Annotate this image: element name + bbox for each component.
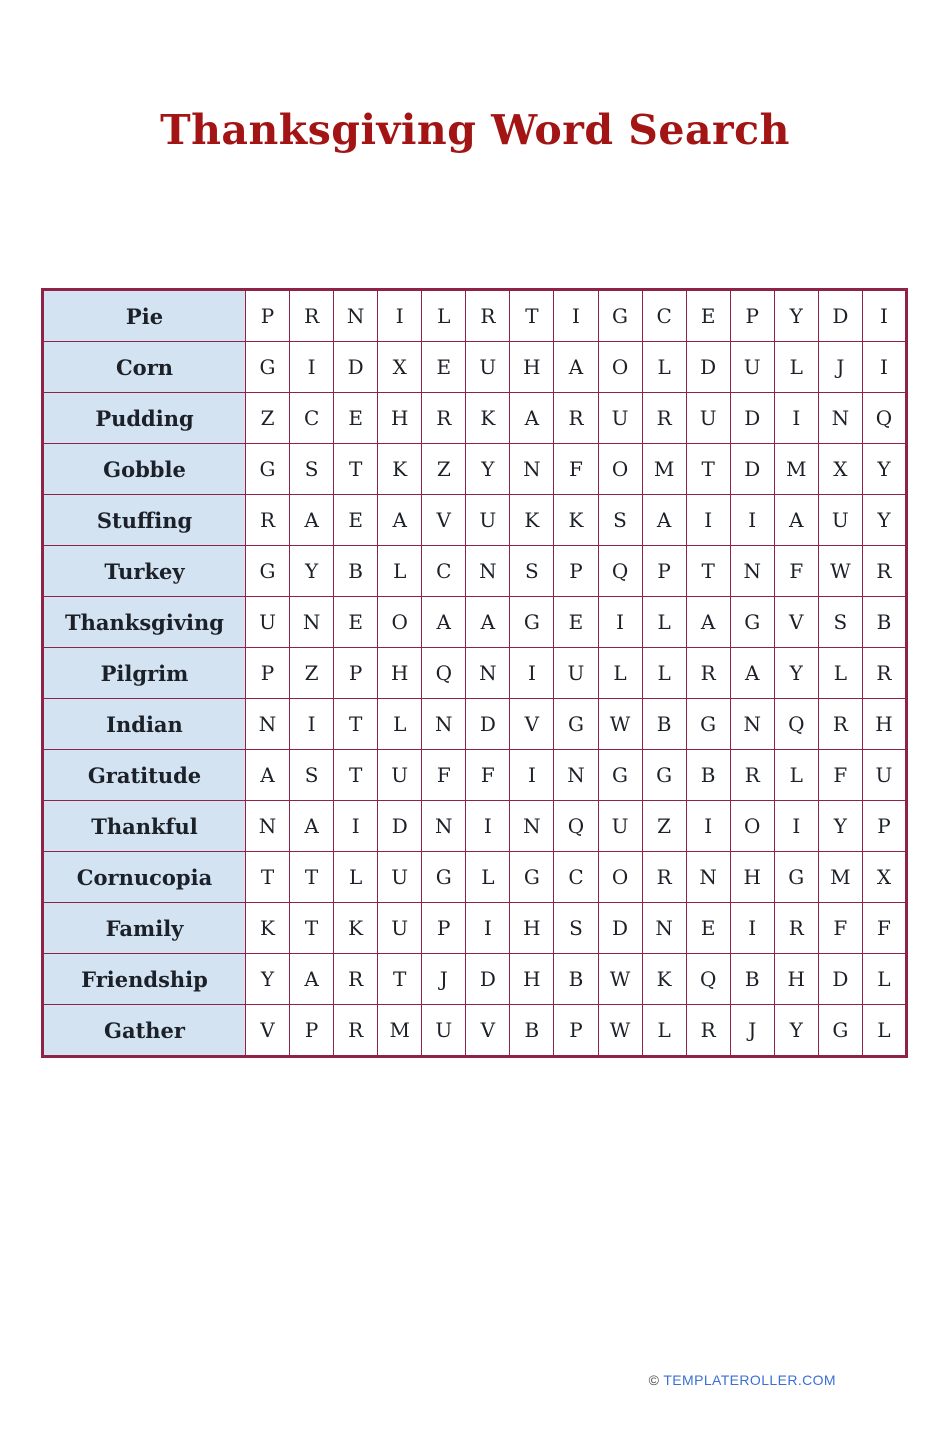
word-label: Thanksgiving xyxy=(43,597,246,648)
letter-cell: G xyxy=(246,342,290,393)
letter-cell: R xyxy=(554,393,598,444)
letter-cell: T xyxy=(334,750,378,801)
letter-cell: U xyxy=(818,495,862,546)
letter-cell: A xyxy=(378,495,422,546)
letter-cell: K xyxy=(378,444,422,495)
letter-cell: B xyxy=(554,954,598,1005)
letter-cell: R xyxy=(334,1005,378,1057)
letter-cell: U xyxy=(378,852,422,903)
letter-cell: F xyxy=(818,903,862,954)
letter-cell: T xyxy=(334,699,378,750)
letter-cell: B xyxy=(730,954,774,1005)
letter-cell: U xyxy=(598,801,642,852)
letter-cell: K xyxy=(334,903,378,954)
letter-cell: D xyxy=(598,903,642,954)
letter-cell: A xyxy=(730,648,774,699)
letter-cell: K xyxy=(554,495,598,546)
footer xyxy=(649,1372,836,1388)
word-label: Turkey xyxy=(43,546,246,597)
letter-cell: Z xyxy=(422,444,466,495)
letter-cell: Z xyxy=(290,648,334,699)
letter-cell: P xyxy=(422,903,466,954)
puzzle-row xyxy=(43,852,907,903)
letter-cell: G xyxy=(422,852,466,903)
letter-cell: K xyxy=(466,393,510,444)
word-label: Pie xyxy=(43,290,246,342)
letter-cell: Z xyxy=(642,801,686,852)
letter-cell: R xyxy=(246,495,290,546)
letter-cell: I xyxy=(862,342,906,393)
letter-cell: G xyxy=(246,546,290,597)
letter-cell: Q xyxy=(686,954,730,1005)
letter-cell: L xyxy=(642,648,686,699)
letter-cell: I xyxy=(510,750,554,801)
letter-cell: U xyxy=(862,750,906,801)
letter-cell: R xyxy=(774,903,818,954)
letter-cell: R xyxy=(730,750,774,801)
puzzle-row xyxy=(43,393,907,444)
letter-cell: F xyxy=(818,750,862,801)
letter-cell: A xyxy=(290,801,334,852)
letter-cell: R xyxy=(422,393,466,444)
puzzle-row xyxy=(43,699,907,750)
word-label: Family xyxy=(43,903,246,954)
letter-cell: E xyxy=(686,290,730,342)
puzzle-row xyxy=(43,495,907,546)
letter-cell: M xyxy=(818,852,862,903)
letter-cell: S xyxy=(290,444,334,495)
puzzle-row xyxy=(43,290,907,342)
letter-cell: V xyxy=(510,699,554,750)
letter-cell: N xyxy=(510,444,554,495)
letter-cell: Y xyxy=(466,444,510,495)
puzzle-row xyxy=(43,903,907,954)
letter-cell: E xyxy=(686,903,730,954)
letter-cell: G xyxy=(554,699,598,750)
letter-cell: D xyxy=(686,342,730,393)
letter-cell: H xyxy=(378,393,422,444)
letter-cell: D xyxy=(818,290,862,342)
letter-cell: P xyxy=(246,290,290,342)
letter-cell: P xyxy=(334,648,378,699)
letter-cell: G xyxy=(510,852,554,903)
letter-cell: P xyxy=(862,801,906,852)
letter-cell: U xyxy=(378,750,422,801)
letter-cell: Y xyxy=(774,290,818,342)
letter-cell: A xyxy=(466,597,510,648)
letter-cell: R xyxy=(686,1005,730,1057)
letter-cell: L xyxy=(642,342,686,393)
letter-cell: N xyxy=(554,750,598,801)
letter-cell: N xyxy=(466,648,510,699)
letter-cell: W xyxy=(598,1005,642,1057)
letter-cell: M xyxy=(774,444,818,495)
letter-cell: A xyxy=(422,597,466,648)
word-label: Corn xyxy=(43,342,246,393)
letter-cell: T xyxy=(246,852,290,903)
word-search-container xyxy=(41,288,908,1058)
letter-cell: H xyxy=(774,954,818,1005)
letter-cell: E xyxy=(334,495,378,546)
letter-cell: D xyxy=(730,444,774,495)
word-label: Indian xyxy=(43,699,246,750)
word-label: Gratitude xyxy=(43,750,246,801)
copyright-symbol: © xyxy=(648,1372,660,1388)
letter-cell: S xyxy=(290,750,334,801)
letter-cell: B xyxy=(862,597,906,648)
letter-cell: M xyxy=(378,1005,422,1057)
letter-cell: Y xyxy=(246,954,290,1005)
letter-cell: P xyxy=(246,648,290,699)
letter-cell: A xyxy=(510,393,554,444)
letter-cell: T xyxy=(334,444,378,495)
letter-cell: A xyxy=(290,954,334,1005)
letter-cell: Y xyxy=(862,444,906,495)
letter-cell: P xyxy=(642,546,686,597)
letter-cell: U xyxy=(598,393,642,444)
letter-cell: V xyxy=(422,495,466,546)
word-label: Pudding xyxy=(43,393,246,444)
letter-cell: D xyxy=(466,954,510,1005)
letter-cell: L xyxy=(466,852,510,903)
letter-cell: I xyxy=(466,801,510,852)
letter-cell: W xyxy=(818,546,862,597)
letter-cell: I xyxy=(686,495,730,546)
letter-cell: F xyxy=(774,546,818,597)
templateroller-link[interactable]: TEMPLATEROLLER.COM xyxy=(663,1372,836,1388)
letter-cell: I xyxy=(290,342,334,393)
letter-cell: H xyxy=(378,648,422,699)
letter-cell: C xyxy=(554,852,598,903)
letter-cell: Y xyxy=(862,495,906,546)
letter-cell: B xyxy=(686,750,730,801)
letter-cell: S xyxy=(818,597,862,648)
word-label: Gobble xyxy=(43,444,246,495)
letter-cell: N xyxy=(642,903,686,954)
letter-cell: L xyxy=(862,954,906,1005)
letter-cell: N xyxy=(290,597,334,648)
letter-cell: U xyxy=(246,597,290,648)
letter-cell: A xyxy=(686,597,730,648)
letter-cell: Q xyxy=(598,546,642,597)
letter-cell: U xyxy=(378,903,422,954)
letter-cell: Z xyxy=(246,393,290,444)
letter-cell: D xyxy=(334,342,378,393)
letter-cell: Y xyxy=(774,648,818,699)
letter-cell: S xyxy=(554,903,598,954)
puzzle-row xyxy=(43,750,907,801)
letter-cell: L xyxy=(818,648,862,699)
letter-cell: M xyxy=(642,444,686,495)
letter-cell: Q xyxy=(422,648,466,699)
letter-cell: Q xyxy=(554,801,598,852)
letter-cell: A xyxy=(246,750,290,801)
letter-cell: N xyxy=(686,852,730,903)
puzzle-row xyxy=(43,1005,907,1057)
letter-cell: U xyxy=(730,342,774,393)
word-label: Cornucopia xyxy=(43,852,246,903)
letter-cell: K xyxy=(642,954,686,1005)
letter-cell: V xyxy=(246,1005,290,1057)
letter-cell: P xyxy=(290,1005,334,1057)
letter-cell: D xyxy=(466,699,510,750)
letter-cell: I xyxy=(290,699,334,750)
letter-cell: L xyxy=(598,648,642,699)
letter-cell: W xyxy=(598,954,642,1005)
letter-cell: I xyxy=(334,801,378,852)
letter-cell: I xyxy=(554,290,598,342)
letter-cell: I xyxy=(730,903,774,954)
letter-cell: I xyxy=(686,801,730,852)
letter-cell: G xyxy=(818,1005,862,1057)
letter-cell: R xyxy=(466,290,510,342)
puzzle-row xyxy=(43,342,907,393)
letter-cell: T xyxy=(510,290,554,342)
letter-cell: H xyxy=(510,954,554,1005)
letter-cell: P xyxy=(554,546,598,597)
letter-cell: S xyxy=(598,495,642,546)
letter-cell: F xyxy=(466,750,510,801)
letter-cell: D xyxy=(730,393,774,444)
letter-cell: O xyxy=(598,852,642,903)
letter-cell: C xyxy=(642,290,686,342)
letter-cell: N xyxy=(334,290,378,342)
letter-cell: X xyxy=(818,444,862,495)
letter-cell: L xyxy=(334,852,378,903)
letter-cell: L xyxy=(422,290,466,342)
letter-cell: F xyxy=(422,750,466,801)
word-label: Pilgrim xyxy=(43,648,246,699)
letter-cell: G xyxy=(598,750,642,801)
letter-cell: N xyxy=(246,699,290,750)
letter-cell: I xyxy=(466,903,510,954)
letter-cell: N xyxy=(422,801,466,852)
letter-cell: G xyxy=(642,750,686,801)
letter-cell: O xyxy=(378,597,422,648)
letter-cell: T xyxy=(378,954,422,1005)
letter-cell: V xyxy=(466,1005,510,1057)
puzzle-grid-body xyxy=(43,290,907,1057)
letter-cell: E xyxy=(422,342,466,393)
letter-cell: I xyxy=(862,290,906,342)
letter-cell: I xyxy=(774,801,818,852)
letter-cell: H xyxy=(862,699,906,750)
letter-cell: I xyxy=(774,393,818,444)
letter-cell: E xyxy=(334,393,378,444)
letter-cell: N xyxy=(730,699,774,750)
letter-cell: L xyxy=(862,1005,906,1057)
letter-cell: O xyxy=(598,342,642,393)
letter-cell: F xyxy=(862,903,906,954)
letter-cell: L xyxy=(774,342,818,393)
letter-cell: R xyxy=(818,699,862,750)
letter-cell: Y xyxy=(818,801,862,852)
letter-cell: A xyxy=(774,495,818,546)
letter-cell: T xyxy=(686,546,730,597)
letter-cell: H xyxy=(510,342,554,393)
letter-cell: T xyxy=(290,903,334,954)
letter-cell: G xyxy=(730,597,774,648)
letter-cell: A xyxy=(290,495,334,546)
letter-cell: E xyxy=(334,597,378,648)
letter-cell: S xyxy=(510,546,554,597)
letter-cell: U xyxy=(422,1005,466,1057)
letter-cell: G xyxy=(510,597,554,648)
letter-cell: R xyxy=(686,648,730,699)
letter-cell: N xyxy=(818,393,862,444)
letter-cell: U xyxy=(466,495,510,546)
letter-cell: X xyxy=(862,852,906,903)
letter-cell: P xyxy=(730,290,774,342)
puzzle-row xyxy=(43,597,907,648)
letter-cell: P xyxy=(554,1005,598,1057)
word-label: Friendship xyxy=(43,954,246,1005)
letter-cell: B xyxy=(642,699,686,750)
letter-cell: U xyxy=(554,648,598,699)
word-label: Thankful xyxy=(43,801,246,852)
letter-cell: L xyxy=(378,699,422,750)
letter-cell: U xyxy=(686,393,730,444)
letter-cell: J xyxy=(422,954,466,1005)
letter-cell: V xyxy=(774,597,818,648)
letter-cell: F xyxy=(554,444,598,495)
letter-cell: R xyxy=(642,393,686,444)
word-search-table xyxy=(41,288,908,1058)
letter-cell: C xyxy=(422,546,466,597)
puzzle-row xyxy=(43,954,907,1005)
letter-cell: B xyxy=(334,546,378,597)
letter-cell: G xyxy=(774,852,818,903)
letter-cell: L xyxy=(774,750,818,801)
letter-cell: R xyxy=(862,546,906,597)
letter-cell: W xyxy=(598,699,642,750)
puzzle-row xyxy=(43,546,907,597)
letter-cell: E xyxy=(554,597,598,648)
word-label: Gather xyxy=(43,1005,246,1057)
puzzle-row xyxy=(43,444,907,495)
letter-cell: D xyxy=(378,801,422,852)
letter-cell: I xyxy=(378,290,422,342)
letter-cell: T xyxy=(290,852,334,903)
letter-cell: Q xyxy=(774,699,818,750)
letter-cell: A xyxy=(642,495,686,546)
letter-cell: Q xyxy=(862,393,906,444)
letter-cell: G xyxy=(246,444,290,495)
puzzle-row xyxy=(43,801,907,852)
letter-cell: G xyxy=(598,290,642,342)
letter-cell: O xyxy=(730,801,774,852)
letter-cell: N xyxy=(510,801,554,852)
letter-cell: I xyxy=(598,597,642,648)
letter-cell: J xyxy=(730,1005,774,1057)
letter-cell: K xyxy=(510,495,554,546)
letter-cell: L xyxy=(642,1005,686,1057)
letter-cell: B xyxy=(510,1005,554,1057)
letter-cell: R xyxy=(290,290,334,342)
letter-cell: D xyxy=(818,954,862,1005)
letter-cell: I xyxy=(730,495,774,546)
letter-cell: L xyxy=(642,597,686,648)
letter-cell: H xyxy=(730,852,774,903)
letter-cell: K xyxy=(246,903,290,954)
page-title: Thanksgiving Word Search xyxy=(160,106,790,154)
letter-cell: R xyxy=(334,954,378,1005)
letter-cell: Y xyxy=(774,1005,818,1057)
letter-cell: Y xyxy=(290,546,334,597)
letter-cell: U xyxy=(466,342,510,393)
letter-cell: C xyxy=(290,393,334,444)
letter-cell: R xyxy=(862,648,906,699)
letter-cell: I xyxy=(510,648,554,699)
letter-cell: R xyxy=(642,852,686,903)
letter-cell: N xyxy=(730,546,774,597)
letter-cell: X xyxy=(378,342,422,393)
letter-cell: T xyxy=(686,444,730,495)
letter-cell: N xyxy=(422,699,466,750)
letter-cell: O xyxy=(598,444,642,495)
letter-cell: N xyxy=(466,546,510,597)
letter-cell: L xyxy=(378,546,422,597)
letter-cell: H xyxy=(510,903,554,954)
letter-cell: N xyxy=(246,801,290,852)
puzzle-row xyxy=(43,648,907,699)
letter-cell: A xyxy=(554,342,598,393)
letter-cell: G xyxy=(686,699,730,750)
word-label: Stuffing xyxy=(43,495,246,546)
letter-cell: J xyxy=(818,342,862,393)
